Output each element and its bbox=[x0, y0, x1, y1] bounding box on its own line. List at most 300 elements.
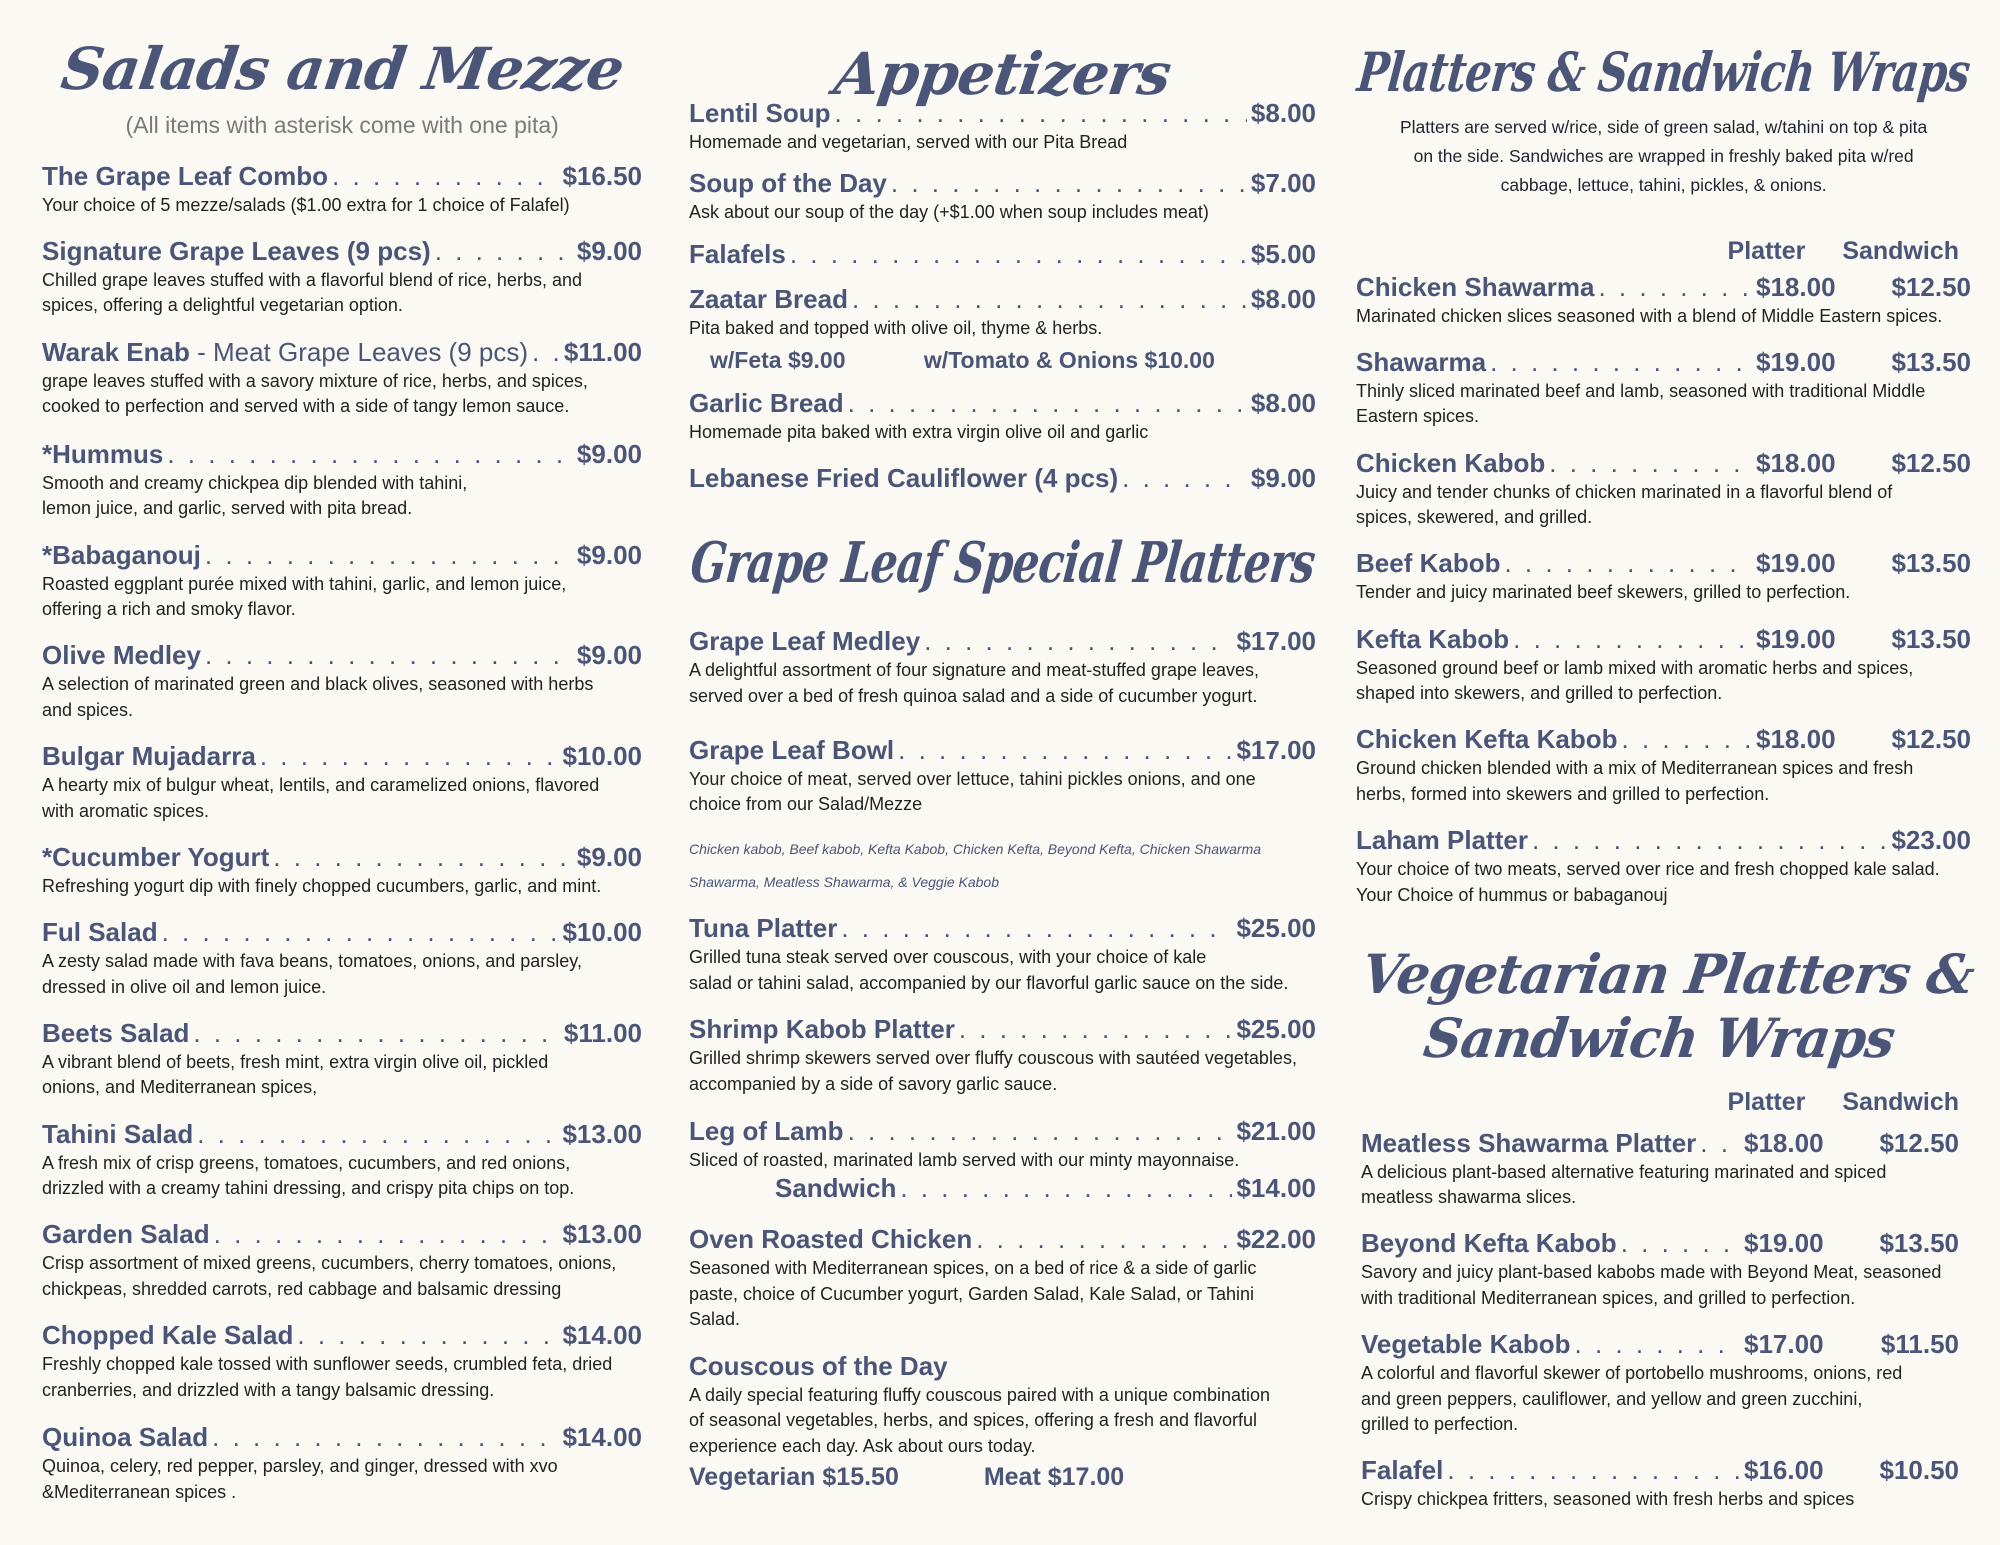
item-name-text: Lebanese Fried Cauliflower (4 pcs) bbox=[689, 463, 1119, 493]
menu-item bbox=[1361, 1329, 1971, 1438]
item-name-text: Vegetable Kabob bbox=[1361, 1329, 1571, 1360]
item-name bbox=[42, 540, 201, 571]
item-name bbox=[689, 168, 887, 199]
item-name bbox=[1356, 724, 1618, 755]
menu-item-header bbox=[42, 1018, 642, 1050]
menu-item-header bbox=[689, 98, 1316, 130]
menu-item bbox=[42, 917, 642, 1000]
menu-item bbox=[1356, 624, 1971, 707]
sandwich-price: $12.50 bbox=[1891, 724, 1971, 755]
item-name-text: Olive Medley bbox=[42, 640, 201, 671]
item-name bbox=[1356, 272, 1594, 303]
veg-price-headers bbox=[1728, 1088, 1959, 1117]
menu-item-header bbox=[689, 626, 1316, 658]
menu-item bbox=[1356, 448, 1971, 531]
item-price: $9.00 bbox=[576, 640, 642, 671]
sandwich-price: $13.50 bbox=[1891, 346, 1971, 377]
description-line: A hearty mix of bulgur wheat, lentils, and caramelized onions, flavored bbox=[42, 775, 600, 796]
description-line: Your choice of 5 mezze/salads ($1.00 extra for 1 choice of Falafel) bbox=[42, 194, 570, 215]
item-name bbox=[1361, 1128, 1696, 1159]
description-line: cooked to perfection and served with a side of tangy lemon sauce. bbox=[42, 396, 570, 417]
dot-leader bbox=[162, 917, 559, 948]
item-name bbox=[775, 1173, 896, 1204]
item-name bbox=[42, 1320, 293, 1351]
item-price: $21.00 bbox=[1236, 1116, 1316, 1147]
description-line: A colorful and flavorful skewer of portobello mushrooms, onions, red bbox=[1361, 1363, 1903, 1384]
description-line: Savory and juicy plant-based kabobs made with Beyond Meat, seasoned bbox=[1361, 1262, 1942, 1283]
item-description bbox=[42, 1151, 642, 1202]
item-description bbox=[689, 1148, 1316, 1174]
menu-item bbox=[42, 1018, 642, 1101]
dot-leader bbox=[435, 236, 573, 267]
platter-header: Platter bbox=[1727, 237, 1806, 265]
item-price: $14.00 bbox=[562, 1320, 642, 1351]
description-line: A vibrant blend of beets, fresh mint, extra virgin olive oil, pickled bbox=[42, 1051, 549, 1072]
item-name-text: Grape Leaf Bowl bbox=[689, 734, 895, 765]
item-name-text: Beets Salad bbox=[42, 1017, 190, 1048]
platter-price: $19.00 bbox=[1756, 346, 1836, 377]
price-headers bbox=[1728, 237, 1959, 266]
item-name bbox=[42, 842, 269, 873]
item-price: $17.00 bbox=[1236, 626, 1316, 657]
item-name bbox=[42, 236, 431, 267]
item-description bbox=[42, 1352, 642, 1403]
item-name bbox=[689, 913, 837, 944]
dot-leader bbox=[205, 640, 573, 671]
item-name-suffix: - Meat Grape Leaves (9 pcs) bbox=[189, 336, 529, 367]
item-name bbox=[42, 741, 256, 772]
item-description bbox=[689, 316, 1316, 342]
dot-leader bbox=[260, 741, 559, 772]
dot-leader bbox=[1575, 1329, 1741, 1360]
item-description bbox=[689, 767, 1316, 818]
item-name-text: The Grape Leaf Combo bbox=[42, 160, 329, 191]
menu-item-header bbox=[1356, 347, 1971, 379]
item-name bbox=[689, 626, 920, 657]
item-name-text: Oven Roasted Chicken bbox=[689, 1224, 973, 1255]
intro-line: on the side. Sandwiches are wrapped in freshly baked pita w/red bbox=[1413, 146, 1914, 166]
sandwich-header: Sandwich bbox=[1842, 1088, 1959, 1116]
item-name bbox=[42, 439, 163, 470]
item-name-text: Tuna Platter bbox=[689, 913, 838, 944]
item-name-text: Shrimp Kabob Platter bbox=[689, 1014, 955, 1045]
item-price: $8.00 bbox=[1250, 387, 1316, 418]
item-price: $10.00 bbox=[562, 741, 642, 772]
menu-item-header bbox=[42, 917, 642, 949]
dot-leader bbox=[848, 388, 1247, 419]
item-name-text: Beyond Kefta Kabob bbox=[1361, 1228, 1617, 1259]
platters-column bbox=[1354, 0, 1978, 1545]
sandwich-price: $13.50 bbox=[1879, 1228, 1959, 1259]
item-description bbox=[42, 193, 642, 219]
couscous-meat-price: Meat $17.00 bbox=[983, 1463, 1125, 1491]
item-price: $9.00 bbox=[576, 438, 642, 469]
item-name bbox=[689, 1224, 972, 1255]
title-line: Sandwich Wraps bbox=[1420, 1006, 1899, 1070]
item-price: $13.00 bbox=[562, 1118, 642, 1149]
item-price: $16.50 bbox=[562, 160, 642, 191]
sandwich-price: $13.50 bbox=[1891, 623, 1971, 654]
menu-item bbox=[42, 161, 642, 219]
item-name-text: Couscous of the Day bbox=[689, 1350, 948, 1381]
item-name-text: Beef Kabob bbox=[1356, 548, 1501, 579]
section-title-appetizers: Appetizers bbox=[830, 40, 1175, 108]
menu-item bbox=[689, 1224, 1316, 1333]
section-title-special-platters: Grape Leaf Special Platters bbox=[687, 530, 1318, 596]
description-line: of seasonal vegetables, herbs, and spices, offering a fresh and flavorful bbox=[689, 1410, 1258, 1431]
description-line: salad or tahini salad, accompanied by our flavorful garlic sauce on the side. bbox=[689, 972, 1289, 993]
description-line: herbs, formed into skewers and grilled to perfection. bbox=[1356, 783, 1770, 804]
description-line: choice from our Salad/Mezze bbox=[689, 794, 923, 815]
dot-leader bbox=[976, 1224, 1232, 1255]
dot-leader bbox=[1513, 624, 1752, 655]
item-price: $8.00 bbox=[1250, 98, 1316, 129]
menu-item-header bbox=[689, 1351, 1316, 1383]
description-line: paste, choice of Cucumber yogurt, Garden Salad, Kale Salad, or Tahini bbox=[689, 1283, 1254, 1304]
description-line: Freshly chopped kale tossed with sunflower seeds, crumbled feta, dried bbox=[42, 1354, 613, 1375]
description-line: offering a rich and smoky flavor. bbox=[42, 599, 296, 620]
dot-leader bbox=[205, 540, 573, 571]
item-description bbox=[42, 1251, 642, 1302]
item-name bbox=[42, 337, 528, 368]
item-name bbox=[689, 388, 844, 419]
menu-item-header bbox=[42, 1320, 642, 1352]
item-description bbox=[689, 1256, 1316, 1333]
item-name-text: Chicken Shawarma bbox=[1356, 271, 1595, 302]
menu-item bbox=[42, 1422, 642, 1505]
item-price: $9.00 bbox=[1250, 463, 1316, 493]
item-name-text: *Babaganouj bbox=[42, 539, 201, 570]
item-description bbox=[1356, 580, 1971, 606]
item-description bbox=[42, 874, 642, 900]
description-line: Quinoa, celery, red pepper, parsley, and ginger, dressed with xvo bbox=[42, 1456, 558, 1477]
item-price: $13.00 bbox=[562, 1219, 642, 1250]
dot-leader bbox=[297, 1320, 558, 1351]
menu-item-header bbox=[42, 842, 642, 874]
item-name-text: Falafels bbox=[689, 238, 786, 269]
item-name bbox=[1356, 548, 1500, 579]
platter-price: $19.00 bbox=[1756, 548, 1836, 579]
menu-item bbox=[689, 626, 1316, 709]
item-price: $25.00 bbox=[1236, 1014, 1316, 1045]
dot-leader bbox=[197, 1119, 558, 1150]
description-line: Homemade pita baked with extra virgin olive oil and garlic bbox=[689, 421, 1149, 442]
item-name-text: Chicken Kabob bbox=[1356, 447, 1546, 478]
item-price: $14.00 bbox=[562, 1422, 642, 1453]
menu-item-header bbox=[1356, 448, 1971, 480]
dot-leader bbox=[193, 1018, 560, 1049]
item-name bbox=[1356, 448, 1545, 479]
zaatar-tomato-price: w/Tomato & Onions $10.00 bbox=[923, 347, 1215, 373]
menu-item bbox=[689, 913, 1316, 996]
menu-item bbox=[42, 1219, 642, 1302]
dot-leader bbox=[532, 337, 560, 368]
sandwich-price: $10.50 bbox=[1879, 1455, 1959, 1486]
item-name bbox=[1356, 347, 1486, 378]
item-name bbox=[42, 161, 328, 192]
item-description bbox=[42, 1454, 642, 1505]
intro-line: Platters are served w/rice, side of green salad, w/tahini on top & pita bbox=[1400, 117, 1928, 137]
item-name-text: Chopped Kale Salad bbox=[42, 1320, 294, 1351]
menu-item bbox=[1356, 548, 1971, 606]
item-description bbox=[689, 420, 1316, 446]
menu-item-header bbox=[1356, 825, 1971, 857]
description-line: A delightful assortment of four signature and meat-stuffed grape leaves, bbox=[689, 660, 1260, 681]
dot-leader bbox=[1532, 825, 1888, 856]
description-line: dressed in olive oil and lemon juice. bbox=[42, 976, 327, 997]
menu-item-header bbox=[42, 1219, 642, 1251]
menu-item-header bbox=[1356, 548, 1971, 580]
item-name-text: Laham Platter bbox=[1356, 825, 1528, 856]
menu-item bbox=[42, 842, 642, 900]
description-line: Roasted eggplant purée mixed with tahini, garlic, and lemon juice, bbox=[42, 573, 567, 594]
dot-leader bbox=[841, 913, 1232, 944]
description-line: served over a bed of fresh quinoa salad and a side of cucumber yogurt. bbox=[689, 685, 1258, 706]
item-price: $11.00 bbox=[563, 336, 642, 367]
menu-item-header bbox=[689, 239, 1316, 271]
item-name bbox=[42, 1219, 210, 1250]
menu-item-header bbox=[1356, 724, 1971, 756]
item-name bbox=[689, 463, 1118, 494]
menu-item bbox=[42, 337, 642, 420]
menu-item-header bbox=[42, 640, 642, 672]
menu-item-header bbox=[42, 337, 642, 369]
item-description bbox=[42, 471, 642, 522]
description-line: Tender and juicy marinated beef skewers, grilled to perfection. bbox=[1356, 582, 1851, 603]
item-name bbox=[42, 640, 201, 671]
item-price: $9.00 bbox=[576, 539, 642, 570]
item-price: $23.00 bbox=[1891, 825, 1971, 856]
description-line: Ground chicken blended with a mix of Mediterranean spices and fresh bbox=[1356, 758, 1914, 779]
item-name-text: Shawarma bbox=[1356, 346, 1487, 377]
menu-item-header bbox=[42, 1119, 642, 1151]
menu-item-header bbox=[689, 168, 1316, 200]
item-price: $14.00 bbox=[1236, 1173, 1316, 1204]
dot-leader bbox=[959, 1014, 1233, 1045]
menu-item bbox=[42, 439, 642, 522]
item-name bbox=[689, 735, 894, 766]
description-line: Grilled tuna steak served over couscous, with your choice of kale bbox=[689, 947, 1207, 968]
menu-item bbox=[689, 239, 1316, 271]
item-price: $5.00 bbox=[1250, 238, 1316, 269]
menu-item-header bbox=[42, 161, 642, 193]
item-name bbox=[689, 1116, 844, 1147]
appetizers-column bbox=[689, 0, 1316, 1545]
item-name-text: Bulgar Mujadarra bbox=[42, 741, 256, 772]
description-line: Chilled grape leaves stuffed with a flavorful blend of rice, herbs, and bbox=[42, 269, 582, 290]
item-description bbox=[1356, 656, 1971, 707]
dot-leader bbox=[212, 1422, 558, 1453]
item-name bbox=[42, 1119, 193, 1150]
platter-price: $18.00 bbox=[1744, 1127, 1824, 1158]
menu-item bbox=[1361, 1228, 1971, 1311]
intro-line: cabbage, lettuce, tahini, pickles, & onions. bbox=[1500, 175, 1827, 195]
dot-leader bbox=[214, 1219, 559, 1250]
platter-price: $17.00 bbox=[1744, 1329, 1824, 1360]
item-name bbox=[42, 1422, 208, 1453]
dot-leader bbox=[1700, 1128, 1740, 1159]
item-name bbox=[689, 1014, 955, 1045]
couscous-prices bbox=[689, 1463, 1124, 1492]
item-name-text: Sandwich bbox=[775, 1173, 897, 1204]
item-name-text: Zaatar Bread bbox=[689, 284, 848, 315]
menu-item bbox=[689, 284, 1316, 342]
item-price: $11.00 bbox=[563, 1017, 642, 1048]
item-name-text: Signature Grape Leaves (9 pcs) bbox=[42, 235, 431, 266]
menu-item bbox=[42, 1320, 642, 1403]
menu-item-header bbox=[42, 540, 642, 572]
item-description bbox=[1361, 1160, 1971, 1211]
description-line: Sliced of roasted, marinated lamb served with our minty mayonnaise. bbox=[689, 1150, 1240, 1171]
item-description bbox=[689, 130, 1316, 156]
dot-leader bbox=[898, 735, 1232, 766]
sandwich-header: Sandwich bbox=[1842, 237, 1959, 265]
platter-price: $18.00 bbox=[1756, 724, 1836, 755]
platters-intro bbox=[1400, 113, 1927, 200]
item-name bbox=[689, 98, 831, 129]
item-name bbox=[689, 284, 848, 315]
menu-item bbox=[689, 1351, 1316, 1460]
sandwich-price: $12.50 bbox=[1879, 1127, 1959, 1158]
item-description bbox=[1356, 756, 1971, 807]
item-name-text: *Hummus bbox=[42, 438, 164, 469]
item-name-text: Ful Salad bbox=[42, 917, 158, 948]
description-line: Crispy chickpea fritters, seasoned with fresh herbs and spices bbox=[1361, 1489, 1855, 1510]
menu-item bbox=[689, 1116, 1316, 1174]
bowl-meat-options-2: Shawarma, Meatless Shawarma, & Veggie Kabob bbox=[689, 874, 999, 890]
item-name-text: Chicken Kefta Kabob bbox=[1356, 724, 1618, 755]
item-description bbox=[42, 949, 642, 1000]
dot-leader bbox=[835, 98, 1247, 129]
description-line: Seasoned ground beef or lamb mixed with aromatic herbs and spices, bbox=[1356, 657, 1914, 678]
dot-leader bbox=[900, 1173, 1232, 1204]
platter-price: $19.00 bbox=[1756, 623, 1836, 654]
menu-item bbox=[689, 98, 1316, 156]
description-line: A selection of marinated green and black olives, seasoned with herbs bbox=[42, 674, 594, 695]
item-name bbox=[1356, 825, 1528, 856]
menu-item-header bbox=[689, 463, 1316, 495]
item-name-text: Soup of the Day bbox=[689, 168, 887, 199]
item-name-text: Tahini Salad bbox=[42, 1118, 194, 1149]
menu-item-header bbox=[42, 439, 642, 471]
section-title-platters: Platters & Sandwich Wraps bbox=[1354, 40, 1973, 104]
item-price: $9.00 bbox=[576, 235, 642, 266]
description-line: Grilled shrimp skewers served over fluffy couscous with sautéed vegetables, bbox=[689, 1048, 1297, 1069]
description-line: Seasoned with Mediterranean spices, on a bed of rice & a side of garlic bbox=[689, 1258, 1257, 1279]
item-name-text: Kefta Kabob bbox=[1356, 623, 1510, 654]
description-line: Your choice of meat, served over lettuce, tahini pickles onions, and one bbox=[689, 768, 1256, 789]
description-line: chickpeas, shredded carrots, red cabbage and balsamic dressing bbox=[42, 1278, 562, 1299]
item-description bbox=[42, 572, 642, 623]
dot-leader bbox=[924, 626, 1232, 657]
item-price: $22.00 bbox=[1236, 1224, 1316, 1255]
description-line: Smooth and creamy chickpea dip blended with tahini, bbox=[42, 472, 468, 493]
item-description bbox=[1356, 379, 1971, 430]
description-line: spices, offering a delightful vegetarian option. bbox=[42, 295, 403, 316]
salads-mezze-column bbox=[42, 0, 642, 1545]
dot-leader bbox=[1598, 272, 1752, 303]
item-name bbox=[1361, 1329, 1571, 1360]
asterisk-note: (All items with asterisk come with one pita) bbox=[125, 112, 559, 138]
menu-item-header bbox=[689, 1116, 1316, 1148]
platter-price: $18.00 bbox=[1756, 271, 1836, 302]
description-line: Salad. bbox=[689, 1309, 741, 1330]
item-name bbox=[1361, 1228, 1617, 1259]
item-price: $8.00 bbox=[1250, 284, 1316, 315]
menu-item bbox=[1356, 825, 1971, 908]
description-line: grilled to perfection. bbox=[1361, 1414, 1519, 1435]
item-name-text: Meatless Shawarma Platter bbox=[1361, 1127, 1697, 1158]
dot-leader bbox=[1504, 548, 1752, 579]
item-name-text: Quinoa Salad bbox=[42, 1422, 209, 1453]
menu-item bbox=[42, 1119, 642, 1202]
item-price: $7.00 bbox=[1250, 168, 1316, 199]
description-line: with traditional Mediterranean spices, and grilled to perfection. bbox=[1361, 1287, 1856, 1308]
menu-item bbox=[42, 236, 642, 319]
item-description bbox=[689, 1383, 1316, 1460]
dot-leader bbox=[332, 161, 558, 192]
sandwich-price: $13.50 bbox=[1891, 548, 1971, 579]
item-description bbox=[1356, 857, 1971, 908]
description-line: Juicy and tender chunks of chicken marinated in a flavorful blend of bbox=[1356, 481, 1893, 502]
item-name bbox=[42, 917, 158, 948]
dot-leader bbox=[1621, 1228, 1740, 1259]
description-line: A zesty salad made with fava beans, tomatoes, onions, and parsley, bbox=[42, 951, 582, 972]
platter-header: Platter bbox=[1727, 1088, 1806, 1116]
item-description bbox=[1361, 1260, 1971, 1311]
item-name-text: Falafel bbox=[1361, 1455, 1444, 1486]
description-line: experience each day. Ask about ours today. bbox=[689, 1435, 1036, 1456]
dot-leader bbox=[1549, 448, 1752, 479]
title-line: Vegetarian Platters & bbox=[1358, 942, 1978, 1006]
dot-leader bbox=[852, 284, 1247, 315]
dot-leader bbox=[790, 239, 1247, 270]
dot-leader bbox=[167, 439, 573, 470]
dot-leader bbox=[848, 1116, 1233, 1147]
description-line: meatless shawarma slices. bbox=[1361, 1187, 1577, 1208]
item-price: $17.00 bbox=[1236, 734, 1316, 765]
dot-leader bbox=[273, 842, 573, 873]
description-line: spices, skewered, and grilled. bbox=[1356, 507, 1593, 528]
description-line: grape leaves stuffed with a savory mixture of rice, herbs, and spices, bbox=[42, 370, 588, 391]
item-description bbox=[1361, 1361, 1971, 1438]
description-line: Crisp assortment of mixed greens, cucumbers, cherry tomatoes, onions, bbox=[42, 1253, 617, 1274]
menu-item-header bbox=[1356, 272, 1971, 304]
zaatar-feta-price: w/Feta $9.00 bbox=[710, 347, 846, 373]
menu-item-header bbox=[1356, 624, 1971, 656]
item-name-text: Warak Enab bbox=[42, 336, 190, 367]
item-name-text: *Cucumber Yogurt bbox=[42, 841, 270, 872]
menu-item-header bbox=[42, 1422, 642, 1454]
menu-item bbox=[689, 1014, 1316, 1097]
description-line: A delicious plant-based alternative featuring marinated and spiced bbox=[1361, 1161, 1887, 1182]
sandwich-price: $12.50 bbox=[1891, 447, 1971, 478]
zaatar-variants bbox=[689, 347, 1215, 374]
menu-item-header bbox=[689, 284, 1316, 316]
menu-item-header bbox=[689, 735, 1316, 767]
menu-item-header bbox=[775, 1173, 1316, 1205]
item-price: $9.00 bbox=[576, 841, 642, 872]
menu-item-header bbox=[42, 741, 642, 773]
item-description bbox=[1361, 1487, 1971, 1513]
description-line: Eastern spices. bbox=[1356, 406, 1480, 427]
menu-item-header bbox=[42, 236, 642, 268]
item-name bbox=[1361, 1455, 1443, 1486]
menu-item bbox=[1361, 1128, 1971, 1211]
description-line: with aromatic spices. bbox=[42, 800, 210, 821]
menu-item-header bbox=[689, 1224, 1316, 1256]
dot-leader bbox=[891, 168, 1247, 199]
